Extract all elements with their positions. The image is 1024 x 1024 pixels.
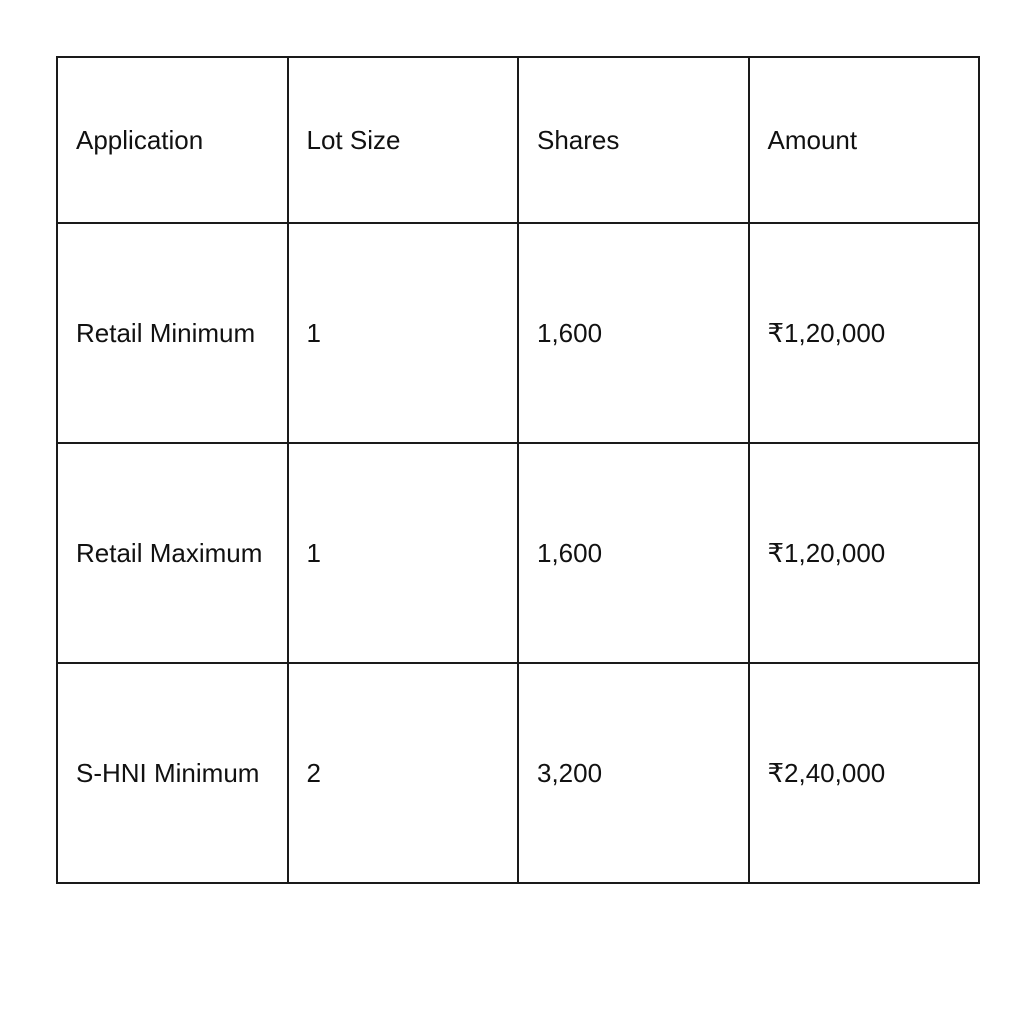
table-row — [57, 663, 979, 883]
cell-lot-size: 2 — [288, 663, 519, 883]
lot-size-table — [56, 56, 980, 884]
table-header-row — [57, 57, 979, 223]
header-application: Application — [57, 57, 288, 223]
header-amount: Amount — [749, 57, 980, 223]
cell-amount: ₹1,20,000 — [749, 223, 980, 443]
header-lot-size: Lot Size — [288, 57, 519, 223]
table-row — [57, 223, 979, 443]
cell-lot-size: 1 — [288, 443, 519, 663]
cell-application: Retail Maximum — [57, 443, 288, 663]
cell-application: Retail Minimum — [57, 223, 288, 443]
cell-shares: 1,600 — [518, 223, 749, 443]
cell-shares: 3,200 — [518, 663, 749, 883]
cell-amount: ₹1,20,000 — [749, 443, 980, 663]
cell-shares: 1,600 — [518, 443, 749, 663]
header-shares: Shares — [518, 57, 749, 223]
cell-application: S-HNI Minimum — [57, 663, 288, 883]
cell-amount: ₹2,40,000 — [749, 663, 980, 883]
table-row — [57, 443, 979, 663]
cell-lot-size: 1 — [288, 223, 519, 443]
